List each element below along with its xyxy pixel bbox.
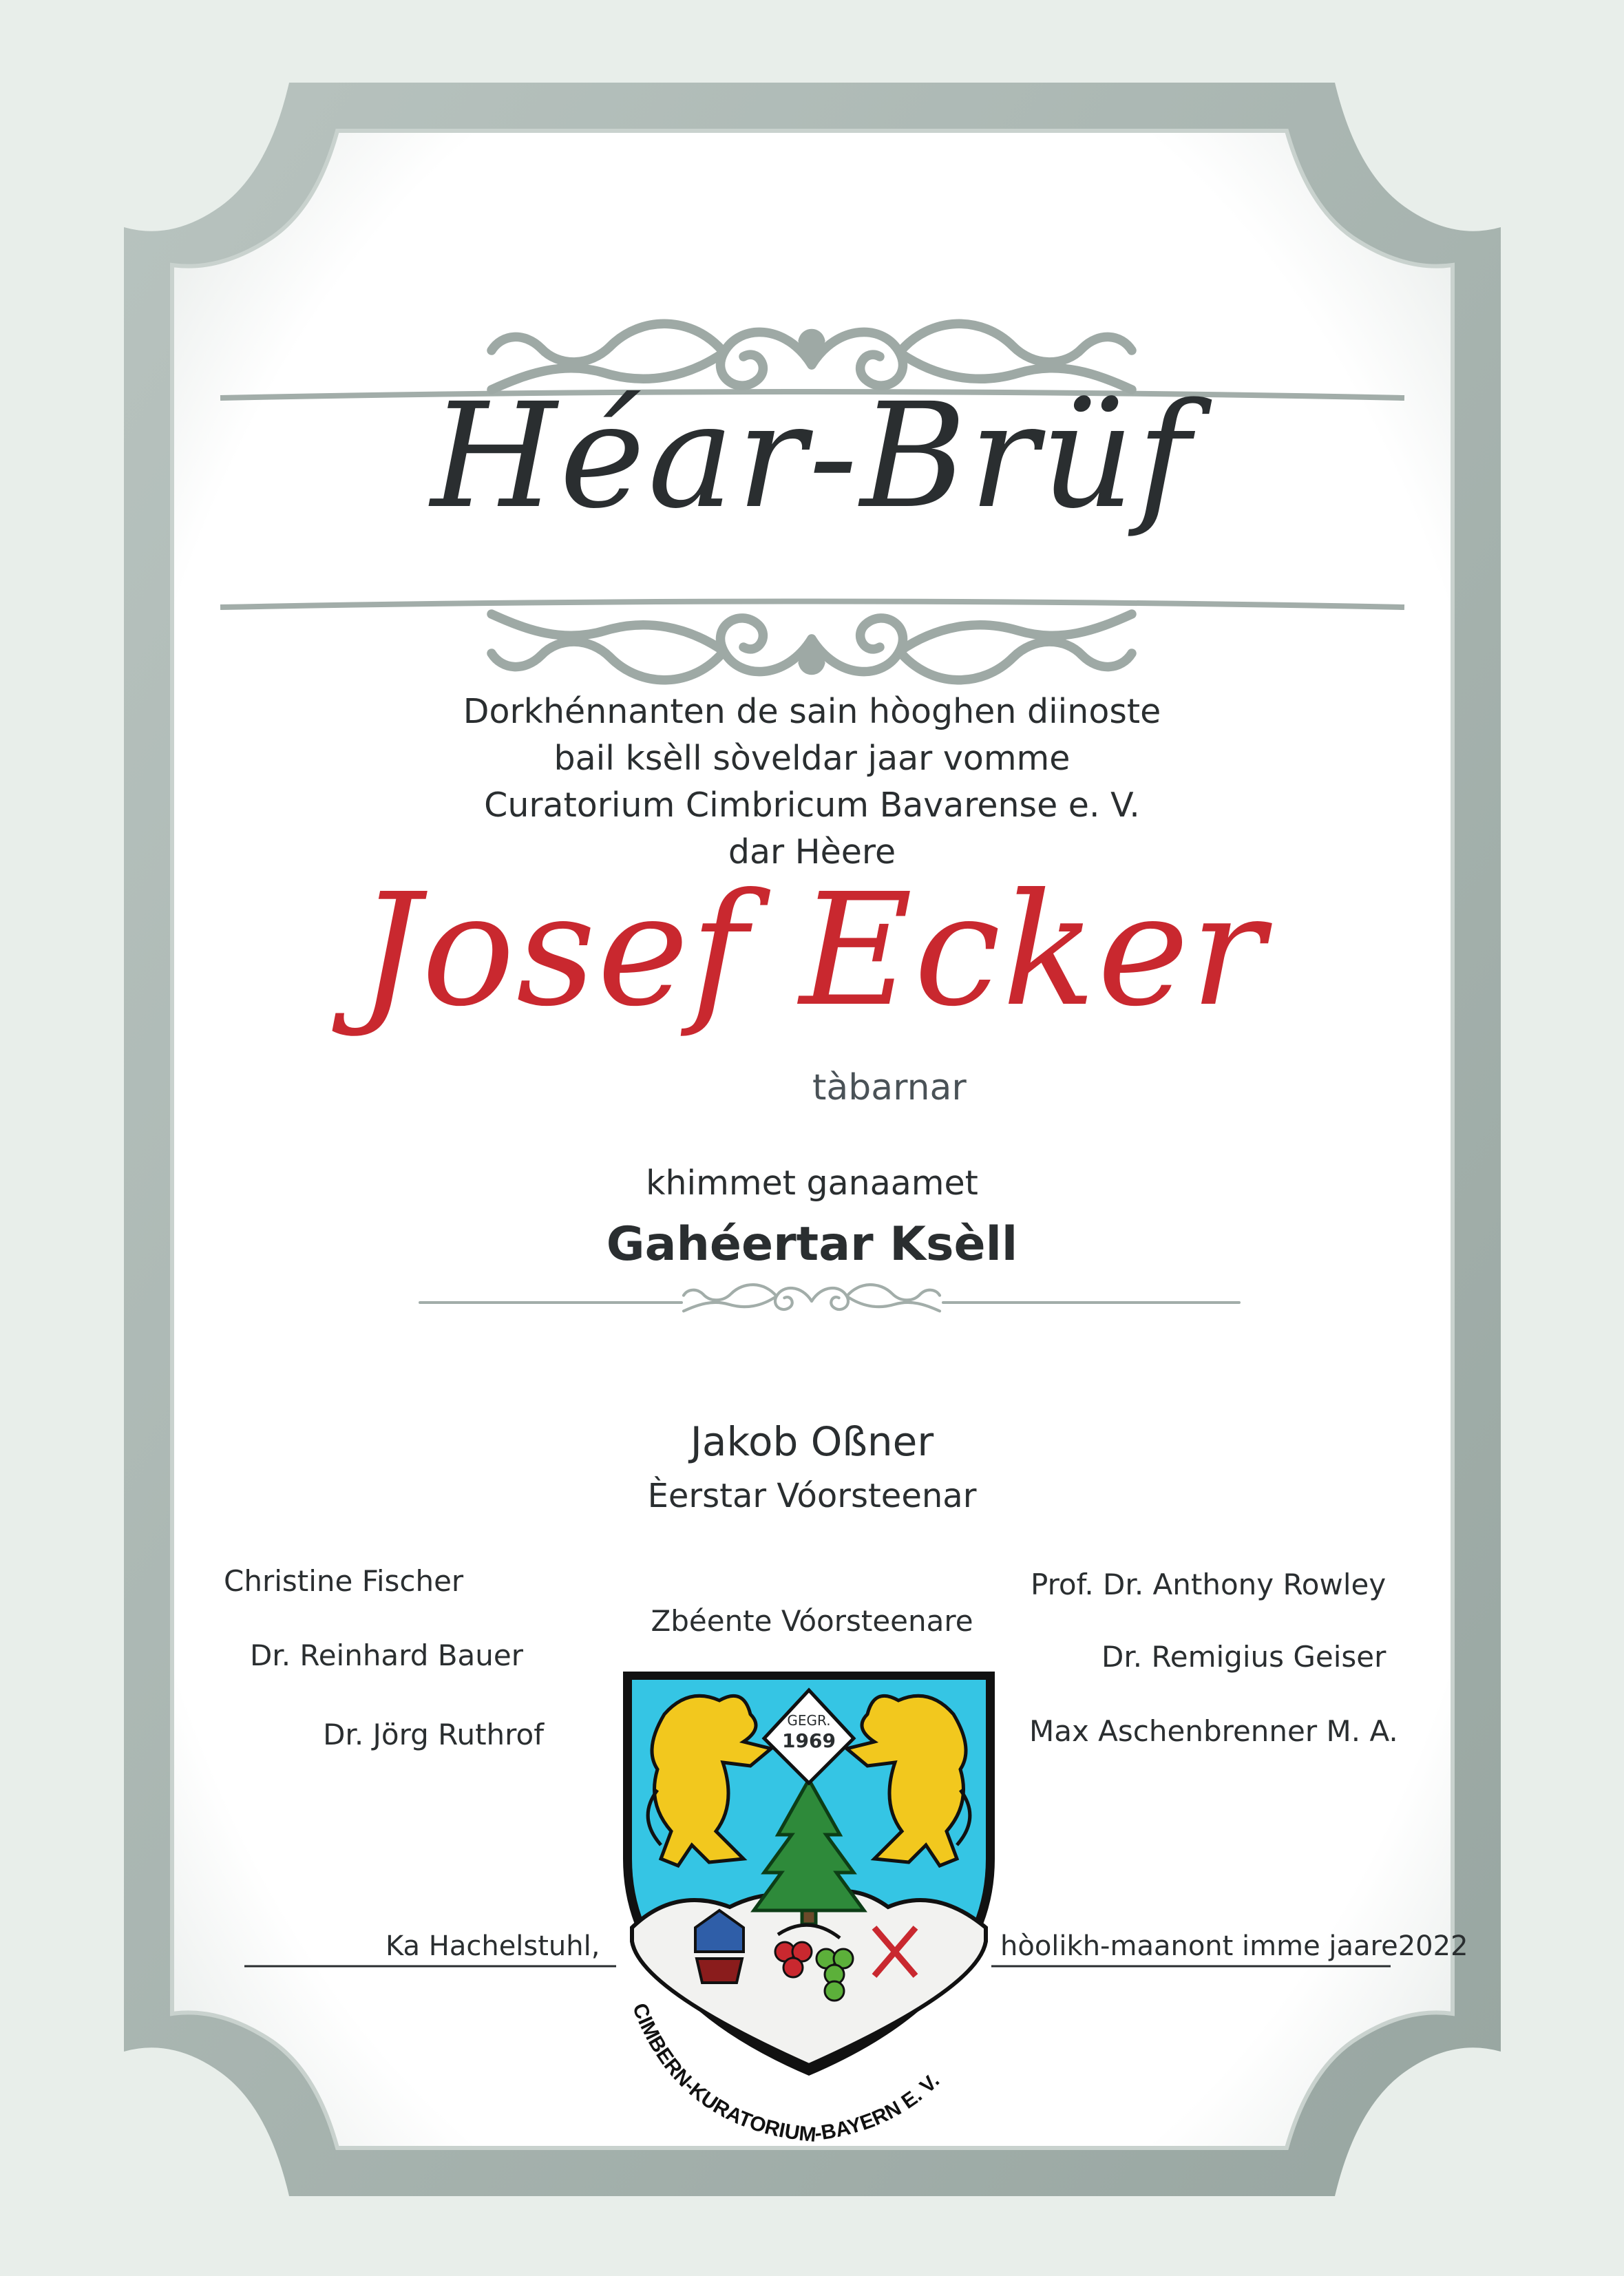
intro-line: Curatorium Cimbricum Bavarense e. V.	[484, 786, 1140, 825]
founded-label: GEGR.	[787, 1712, 831, 1729]
emblem-motto: CIMBERN-KURATORIUM-BAYERN E. V.	[627, 2000, 945, 2147]
honor-title: Gahéertar Ksèll	[606, 1217, 1018, 1272]
left-signatory: Dr. Jörg Ruthrof	[323, 1718, 544, 1751]
recipient-name: Josef Ecker	[358, 861, 1266, 1041]
certificate-title: Héar-Brüf	[430, 372, 1194, 540]
chair-role: Èerstar Vóorsteenar	[647, 1477, 977, 1515]
recipient-suffix: tàbarnar	[812, 1067, 967, 1108]
intro-line: bail ksèll sòveldar jaar vomme	[553, 739, 1071, 778]
honor-line: khimmet ganaamet	[646, 1163, 978, 1203]
left-signatory: Christine Fischer	[224, 1564, 464, 1598]
right-signatory: Max Aschenbrenner M. A.	[1029, 1714, 1398, 1748]
place-text: Ka Hachelstuhl,	[386, 1930, 600, 1962]
right-signatory: Prof. Dr. Anthony Rowley	[1031, 1568, 1386, 1601]
chair-name: Jakob Oßner	[690, 1418, 934, 1465]
intro-line: Dorkhénnanten de sain hòoghen diinoste	[463, 692, 1161, 731]
intro-text	[344, 688, 1280, 876]
founded-year: 1969	[782, 1729, 836, 1752]
deputies-label: Zbéente Vóorsteenare	[651, 1604, 973, 1638]
intro-line: dar Hèere	[728, 832, 896, 872]
right-signatory: Dr. Remigius Geiser	[1101, 1640, 1386, 1674]
date-text: hòolikh-maanont imme jaare2022	[1000, 1930, 1468, 1962]
left-signatory: Dr. Reinhard Bauer	[249, 1638, 523, 1672]
